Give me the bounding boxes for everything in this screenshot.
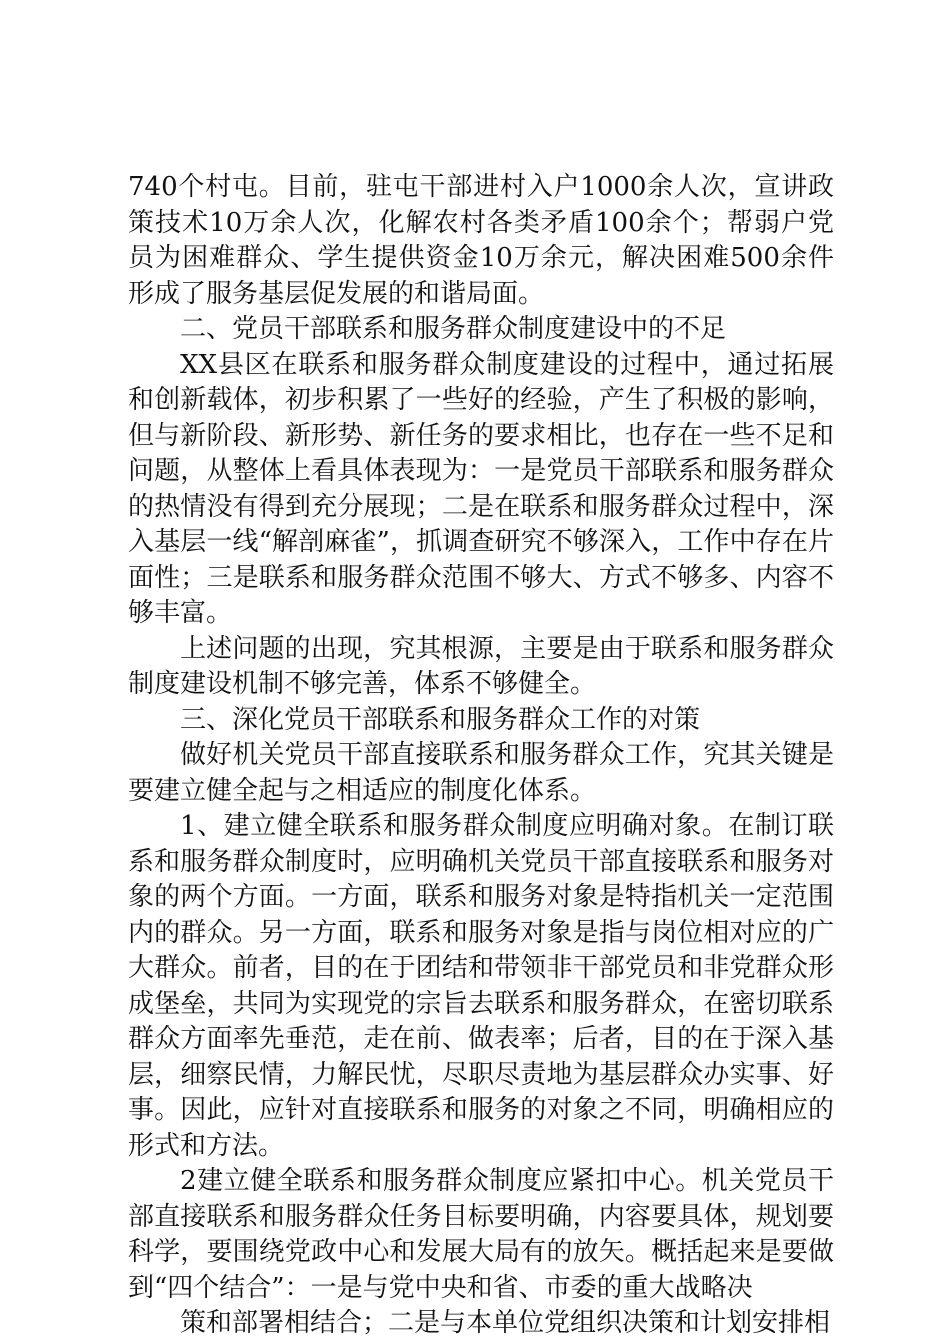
section-heading-2: 二、党员干部联系和服务群众制度建设中的不足 (180, 314, 727, 344)
paragraph-3: XX县区在联系和服务群众制度建设的过程中，通过拓展和创新载体，初步积累了一些好的经验，产生了积极的影响，但与新阶段、新形势、新任务的要求相比，也存在一些不足和问题，从整体上看具体表现为：一是党员干部联系和服务群众的热情没有得到充分展现；二是在联系和服务群众过程中，深入基层一线“解剖麻雀”，抓调查研究不够深入，工作中存在片面性；三是联系和服务群众范围不够大、方式不够多、内容不够丰富。 (128, 349, 834, 628)
paragraph-9: 策和部署相结合；二是与本单位党组织决策和计划安排相 (180, 1308, 831, 1338)
paragraph-8: 2建立健全联系和服务群众制度应紧扣中心。机关党员干部直接联系和服务群众任务目标要明确，内容要具体，规划要科学，要围绕党政中心和发展大局有的放矢。概括起来是要做到“四个结合”：一是与党中央和省、市委的重大战略决 (128, 1166, 834, 1303)
paragraph-1: 740个村屯。目前，驻屯干部进村入户1000余人次，宣讲政策技术10万余人次，化解农村各类矛盾100余个；帮弱户党员为困难群众、学生提供资金10万余元，解决困难500余件形成了服务基层促发展的和谐局面。 (128, 172, 834, 309)
paragraph-6: 做好机关党员干部直接联系和服务群众工作，究其关键是要建立健全起与之相适应的制度化体系。 (128, 740, 834, 806)
paragraph-4: 上述问题的出现，究其根源，主要是由于联系和服务群众制度建设机制不够完善，体系不够健全。 (128, 633, 834, 699)
paragraph-7: 1、建立健全联系和服务群众制度应明确对象。在制订联系和服务群众制度时，应明确机关党员干部直接联系和服务对象的两个方面。一方面，联系和服务对象是特指机关一定范围内的群众。另一方面，联系和服务对象是指与岗位相对应的广大群众。前者，目的在于团结和带领非干部党员和非党群众形成堡垒，共同为实现党的宗旨去联系和服务群众，在密切联系群众方面率先垂范，走在前、做表率；后者，目的在于深入基层，细察民情，力解民忧，尽职尽责地为基层群众办实事、好事。因此，应针对直接联系和服务的对象之不同，明确相应的形式和方法。 (128, 811, 834, 1161)
section-heading-5: 三、深化党员干部联系和服务群众工作的对策 (180, 704, 701, 735)
document-body (128, 170, 834, 1342)
